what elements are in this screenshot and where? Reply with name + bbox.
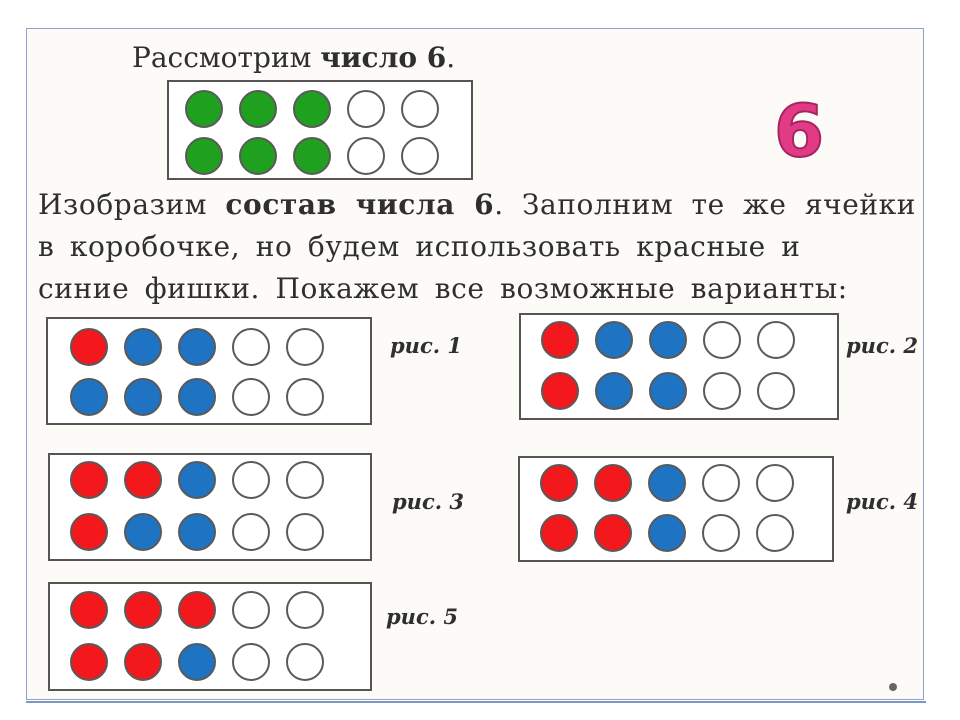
chip-row-bottom — [70, 378, 340, 416]
empty-chip — [702, 514, 740, 552]
chip-row-top — [70, 591, 340, 629]
red-chip — [124, 643, 162, 681]
blue-chip — [178, 513, 216, 551]
chip-box-fig5 — [48, 582, 372, 691]
chip-row-top — [185, 90, 455, 128]
blue-chip — [649, 321, 687, 359]
paragraph-part1: Изобразим — [38, 188, 226, 221]
empty-chip — [232, 643, 270, 681]
green-chip — [185, 137, 223, 175]
paragraph-last-line: синие фишки. Покажем все возможные варианты: — [38, 272, 848, 305]
empty-chip — [232, 461, 270, 499]
empty-chip — [286, 461, 324, 499]
chip-box-fig4 — [518, 456, 834, 562]
red-chip — [124, 461, 162, 499]
red-chip — [124, 591, 162, 629]
empty-chip — [232, 328, 270, 366]
red-chip — [178, 591, 216, 629]
red-chip — [541, 372, 579, 410]
empty-chip — [232, 591, 270, 629]
red-chip — [540, 464, 578, 502]
green-chip — [293, 137, 331, 175]
empty-chip — [757, 321, 795, 359]
empty-chip — [756, 514, 794, 552]
paragraph-bold: состав числа 6 — [225, 188, 495, 221]
chip-box-fig1 — [46, 317, 372, 425]
figure-label-5: рис. 5 — [386, 604, 458, 629]
blue-chip — [124, 328, 162, 366]
blue-chip — [70, 378, 108, 416]
empty-chip — [702, 464, 740, 502]
empty-chip — [757, 372, 795, 410]
empty-chip — [703, 372, 741, 410]
intro-end: . — [446, 41, 456, 74]
green-chip — [293, 90, 331, 128]
chip-row-bottom — [541, 372, 811, 410]
intro-bold: число 6 — [320, 41, 447, 74]
chip-row-bottom — [540, 514, 810, 552]
empty-chip — [756, 464, 794, 502]
intro-text: Рассмотрим — [132, 41, 321, 74]
slide-nav-dot[interactable] — [889, 683, 897, 691]
figure-label-4: рис. 4 — [846, 489, 918, 514]
empty-chip — [286, 328, 324, 366]
frame-underline — [26, 701, 926, 703]
red-chip — [594, 464, 632, 502]
red-chip — [70, 643, 108, 681]
empty-chip — [286, 643, 324, 681]
red-chip — [540, 514, 578, 552]
blue-chip — [595, 372, 633, 410]
blue-chip — [178, 328, 216, 366]
empty-chip — [232, 378, 270, 416]
empty-chip — [286, 513, 324, 551]
figure-label-1: рис. 1 — [390, 333, 462, 358]
number-six-glyph: 6 — [773, 90, 825, 166]
chip-box-fig2 — [519, 313, 839, 420]
chip-row-bottom — [70, 513, 340, 551]
blue-chip — [648, 464, 686, 502]
chip-row-bottom — [185, 137, 455, 175]
blue-chip — [178, 378, 216, 416]
red-chip — [70, 513, 108, 551]
figure-label-2: рис. 2 — [846, 333, 918, 358]
empty-chip — [401, 90, 439, 128]
red-chip — [541, 321, 579, 359]
red-chip — [70, 461, 108, 499]
figure-label-3: рис. 3 — [392, 489, 464, 514]
empty-chip — [347, 90, 385, 128]
red-chip — [70, 591, 108, 629]
chip-row-top — [540, 464, 810, 502]
green-chip — [239, 90, 277, 128]
empty-chip — [286, 378, 324, 416]
chip-row-top — [70, 328, 340, 366]
green-chip — [239, 137, 277, 175]
empty-chip — [347, 137, 385, 175]
blue-chip — [124, 513, 162, 551]
chip-row-bottom — [70, 643, 340, 681]
chip-box-intro — [167, 80, 473, 180]
intro-line — [132, 38, 455, 78]
empty-chip — [703, 321, 741, 359]
number-six-icon — [768, 90, 830, 166]
blue-chip — [595, 321, 633, 359]
blue-chip — [649, 372, 687, 410]
green-chip — [185, 90, 223, 128]
blue-chip — [124, 378, 162, 416]
chip-box-fig3 — [48, 453, 372, 561]
blue-chip — [178, 643, 216, 681]
empty-chip — [286, 591, 324, 629]
explanation-paragraph — [38, 184, 916, 310]
blue-chip — [648, 514, 686, 552]
paragraph-part2: . Заполним те же ячейки в коробочке, но будем использовать красные и — [38, 188, 916, 263]
red-chip — [70, 328, 108, 366]
empty-chip — [401, 137, 439, 175]
red-chip — [594, 514, 632, 552]
empty-chip — [232, 513, 270, 551]
chip-row-top — [70, 461, 340, 499]
chip-row-top — [541, 321, 811, 359]
blue-chip — [178, 461, 216, 499]
